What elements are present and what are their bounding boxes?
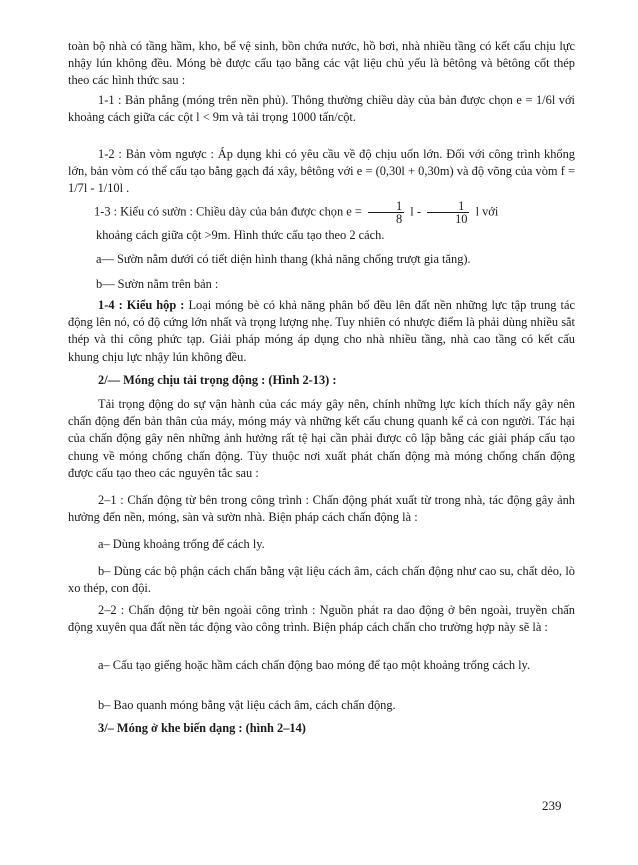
paragraph-1-3-line2: khoảng cách giữa cột >9m. Hình thức cấu tạo theo 2 cách. (96, 228, 385, 242)
formula-lead: 1-3 : Kiểu có sườn : Chiều dày của bản được chọn e = (94, 204, 362, 219)
paragraph-dynamic-load: Tải trọng động do sự vận hành của các máy gây nên, chính những lực kích thích nẩy gây nên chấn động đến bản thân của máy, móng máy và những kết cấu chung quanh kể cả con người. Tác hại của chấn động gây nên những ảnh hưởng rất tệ hại cần phải được cô lập bằng các giải pháp cấu tạo chung về móng chống chấn động. Tùy thuộc nơi xuất phát chấn động mà móng chống chấn động được cấu tạo theo các nguyên tắc sau : (68, 397, 575, 480)
formula-mid: l - (410, 204, 421, 219)
list-item-a-ribs-below: a— Sườn nằm dưới có tiết diện hình thang (khả năng chống trượt gia tăng). (96, 252, 471, 266)
fraction-one-eighth: $\frac{1}{8}$ (368, 200, 404, 225)
paragraph-1-4 (68, 297, 575, 366)
section-heading-2: 2/— Móng chịu tải trọng động : (Hình 2-13) : (98, 373, 337, 387)
list-item-2-2-a: a– Cấu tạo giếng hoặc hầm cách chấn động bao móng để tạo một khoảng trống cách ly. (98, 658, 531, 672)
list-item-2-1-a: a– Dùng khoảng trống để cách ly. (98, 537, 265, 551)
list-item-b-ribs-above: b— Sườn nằm trên bản : (96, 277, 219, 291)
list-item-2-2-b: b– Bao quanh móng bằng vật liệu cách âm, cách chấn động. (98, 698, 396, 712)
paragraph-2-1: 2–1 : Chấn động từ bên trong công trình : Chấn động phát xuất từ trong nhà, tác động gây ảnh hưởng đến nền, móng, sàn và sườn nhà. Biện pháp cách chấn động là : (68, 493, 575, 525)
paragraph-1-1: 1-1 : Bản phẳng (móng trên nền phủ). Thông thường chiều dày của bản được chọn e = 1/6l với khoảng cách giữa các cột l < 9m và tải trọng 1000 tấn/cột. (68, 93, 575, 125)
paragraph-2-2: 2–2 : Chấn động từ bên ngoài công trình : Nguồn phát ra dao động ở bên ngoài, truyền chấn động xuyên qua đất nền tác động vào công trình. Biện pháp cách chấn cho trường hợp này sẽ là : (68, 603, 575, 635)
formula-tail: l với (475, 204, 499, 219)
paragraph-1-4-heading: 1-4 : Kiểu hộp : (98, 298, 185, 312)
paragraph-1-3 (68, 200, 575, 244)
list-item-2-1-b: b– Dùng các bộ phận cách chấn bằng vật liệu cách âm, cách chấn động như cao su, chất dẻo, lò xo thép, con đội. (68, 564, 575, 596)
paragraph-1-4-body: Loại móng bè có khả năng phân bố đều lên đất nền những lực tập trung tác động lên nó, có độ cứng lớn nhất và trọng lượng nhẹ. Tuy nhiên có nhược điểm là phải dùng nhiều sắt thép và thi công phức tạp. Giải pháp móng áp dụng cho nhà nhiều tầng, nhà cao tầng có kết cấu khung chịu lực nhậy lún không đều. (68, 298, 575, 364)
section-heading-3: 3/– Móng ở khe biến dạng : (hình 2–14) (98, 721, 306, 735)
paragraph-intro: toàn bộ nhà có tầng hầm, kho, bể vệ sinh, bồn chứa nước, hồ bơi, nhà nhiều tầng có kết cấu chịu lực nhậy lún không đều. Móng bè được cấu tạo bằng các vật liệu chủ yếu là bêtông và bêtông cốt thép theo các hình thức sau : (68, 39, 575, 88)
paragraph-1-2: 1-2 : Bản vòm ngược : Áp dụng khi có yêu cầu về độ chịu uốn lớn. Đối với công trình khổng lớn, bản vòm có thể cấu tạo bằng gạch đá xây, bêtông với e = (0,30l + 0,30m) và độ võng của vòm f = 1/7l - 1/10l . (68, 147, 575, 196)
fraction-one-tenth: $\frac{1}{10}$ (427, 200, 469, 225)
page-number: 239 (542, 798, 562, 813)
